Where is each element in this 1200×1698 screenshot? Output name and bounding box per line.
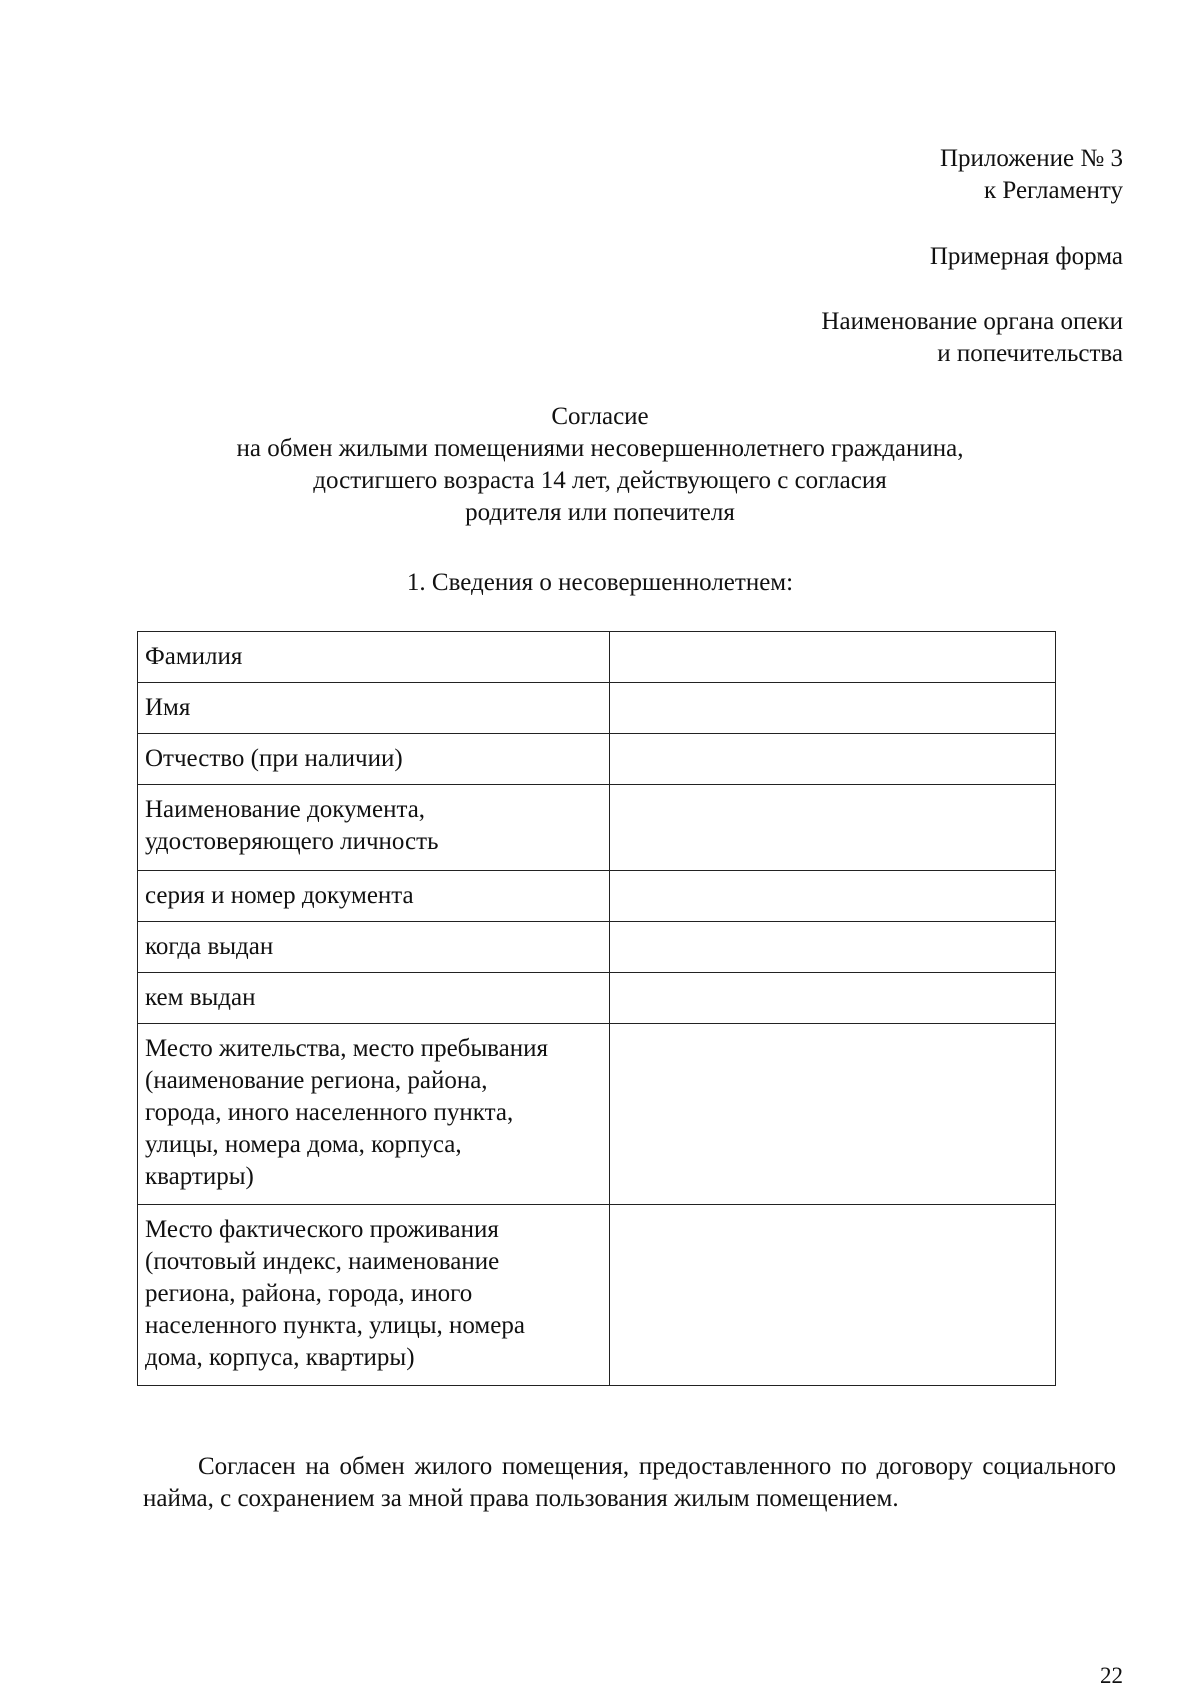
table-row [138,973,1056,1024]
table-row [138,632,1056,683]
title-line-2: на обмен жилыми помещениями несовершеннолетнего гражданина, [236,435,964,462]
row-label-surname: Фамилия [138,632,610,683]
organ-name-block [821,306,1123,370]
row-label-series-number: серия и номер документа [138,871,610,922]
page-number: 22 [1100,1663,1123,1688]
row-value-actual-address[interactable] [610,1205,1056,1386]
row-value-id-document[interactable] [610,785,1056,871]
row-label-residence: Место жительства, место пребывания (наименование региона, района, города, иного населенного пункта, улицы, номера дома, корпуса, квартиры) [138,1024,610,1205]
row-label-name: Имя [138,683,610,734]
attachment-number: Приложение № 3 [939,145,1123,172]
table-row [138,922,1056,973]
table-row [138,871,1056,922]
row-label-patronymic: Отчество (при наличии) [138,734,610,785]
form-kind-text: Примерная форма [929,243,1123,270]
row-value-patronymic[interactable] [610,734,1056,785]
table-row [138,1024,1056,1205]
row-value-series-number[interactable] [610,871,1056,922]
row-value-name[interactable] [610,683,1056,734]
row-label-issued-by: кем выдан [138,973,610,1024]
row-label-id-document: Наименование документа, удостоверяющего личность [138,785,610,871]
row-value-residence[interactable] [610,1024,1056,1205]
section-heading: 1. Сведения о несовершеннолетнем: [406,569,794,596]
title-line-1: Согласие [551,403,649,430]
title-line-3: достигшего возраста 14 лет, действующего с согласия [313,467,887,494]
row-value-surname[interactable] [610,632,1056,683]
minor-info-table [137,631,1056,1386]
consent-paragraph: Согласен на обмен жилого помещения, предоставленного по договору социального найма, с сохранением за мной права пользования жилым помещением. [143,1453,1116,1512]
row-label-issue-date: когда выдан [138,922,610,973]
document-title [0,401,1200,529]
attachment-reference: к Регламенту [983,177,1123,204]
organ-name-line1: Наименование органа опеки [821,308,1123,335]
table-row [138,1205,1056,1386]
table-row [138,734,1056,785]
form-kind-label [930,241,1123,273]
table-row [138,785,1056,871]
organ-name-line2: и попечительства [937,340,1123,367]
title-line-4: родителя или попечителя [465,499,735,526]
row-value-issue-date[interactable] [610,922,1056,973]
row-label-actual-address: Место фактического проживания (почтовый индекс, наименование региона, района, города, иного населенного пункта, улицы, номера дома, корпуса, квартиры) [138,1205,610,1386]
row-value-issued-by[interactable] [610,973,1056,1024]
table-row [138,683,1056,734]
attachment-header [940,143,1123,207]
